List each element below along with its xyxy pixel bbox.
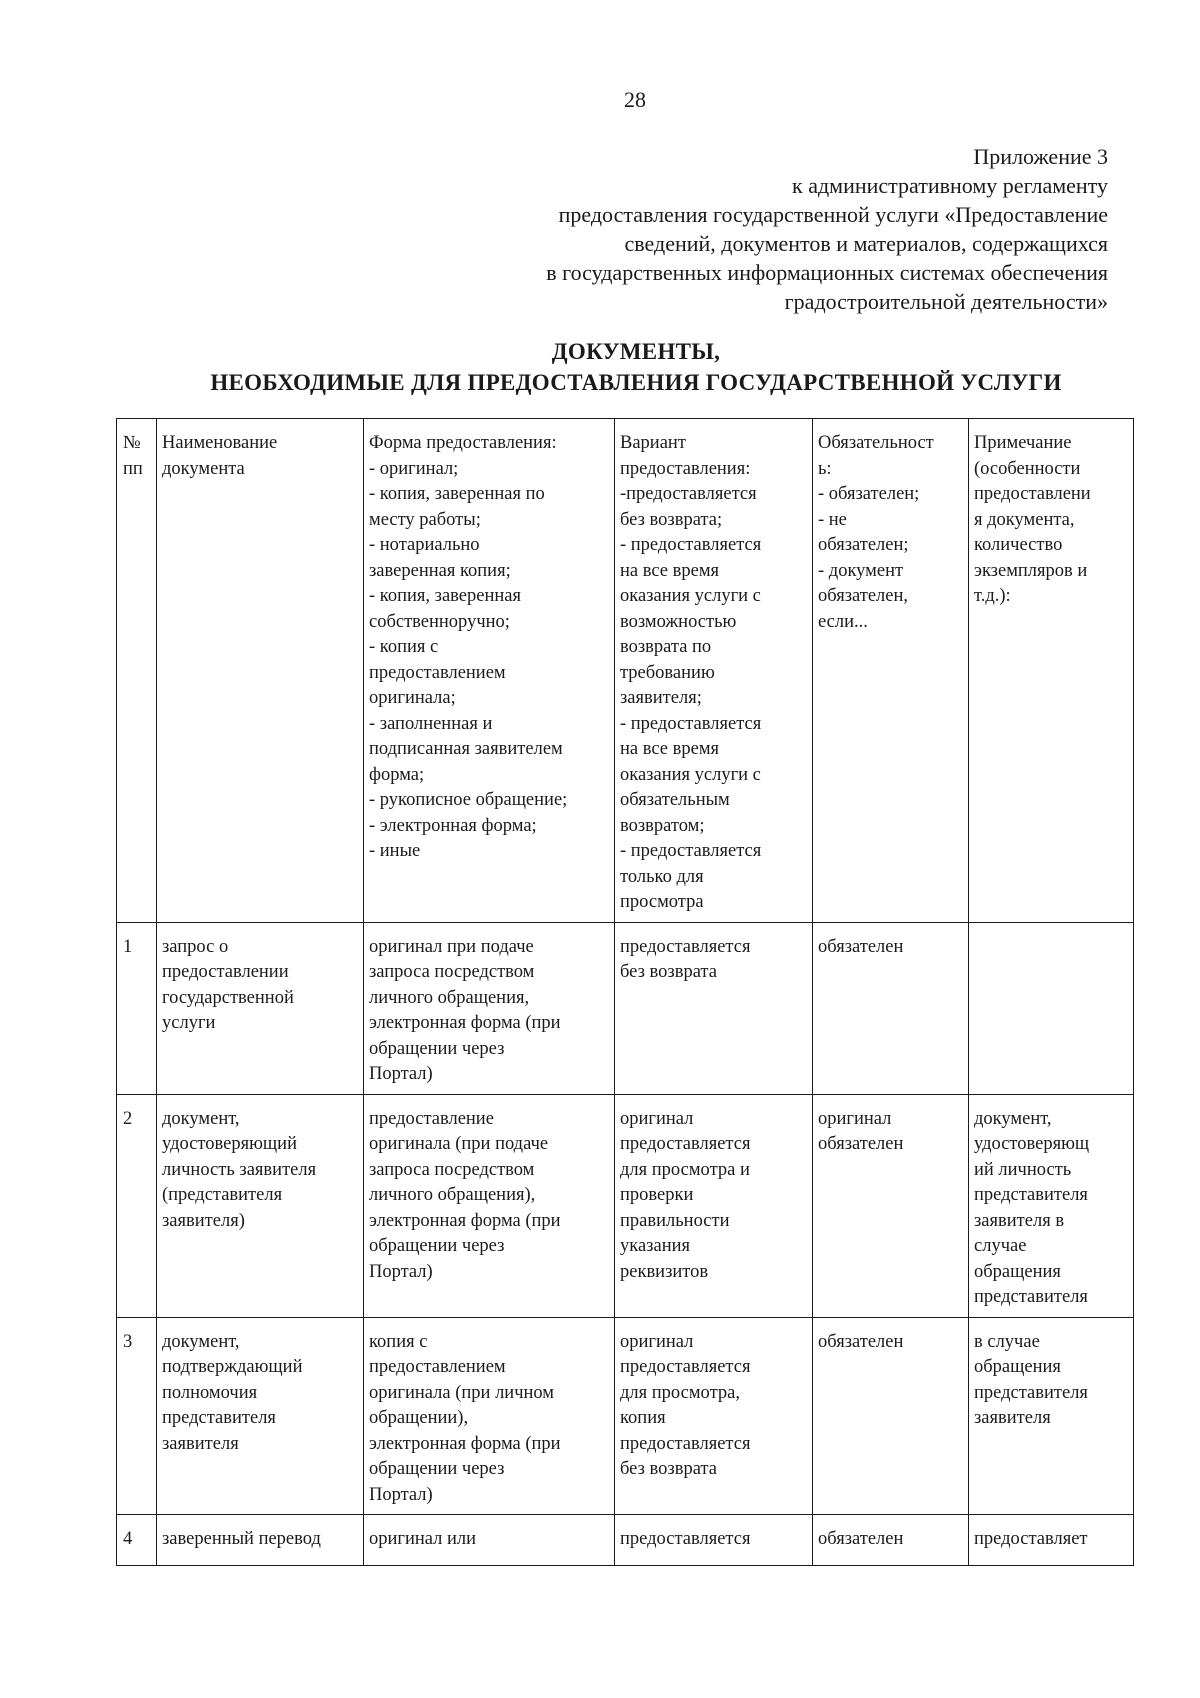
row-number: 1: [117, 922, 157, 1094]
row-note: предоставляет: [969, 1515, 1134, 1566]
table-header-row: [117, 419, 1134, 923]
page-number: 28: [624, 87, 646, 112]
appendix-line: градостроительной деятельности»: [784, 289, 1108, 314]
table-row: [117, 922, 1134, 1094]
row-variant: оригинал предоставляется для просмотра и проверки правильности указания реквизитов: [615, 1094, 813, 1317]
row-number: 3: [117, 1317, 157, 1515]
appendix-line: Приложение 3: [973, 144, 1108, 169]
table-row: [117, 1515, 1134, 1566]
table-row: [117, 1094, 1134, 1317]
header-cell-number: № пп: [117, 419, 157, 923]
row-note: документ, удостоверяющ ий личность представителя заявителя в случае обращения представителя: [969, 1094, 1134, 1317]
row-form: копия с предоставлением оригинала (при личном обращении), электронная форма (при обращении через Портал): [364, 1317, 615, 1515]
row-document-name: документ, подтверждающий полномочия представителя заявителя: [157, 1317, 364, 1515]
header-cell-variant: Вариант предоставления: -предоставляется без возврата; - предоставляется на все время оказания услуги с возможностью возврата по требованию заявителя; - предоставляется на все время оказания услуги с обязательным возвратом; - предоставляется только для просмотра: [615, 419, 813, 923]
row-form: предоставление оригинала (при подаче запроса посредством личного обращения), электронная форма (при обращении через Портал): [364, 1094, 615, 1317]
header-cell-note: Примечание (особенности предоставлени я документа, количество экземпляров и т.д.):: [969, 419, 1134, 923]
row-obligation: обязателен: [813, 1317, 969, 1515]
row-variant: предоставляется без возврата: [615, 922, 813, 1094]
header-cell-obligation: Обязательност ь: - обязателен; - не обязателен; - документ обязателен, если...: [813, 419, 969, 923]
row-form: оригинал или: [364, 1515, 615, 1566]
appendix-line: в государственных информационных системах обеспечения: [546, 260, 1108, 285]
row-number: 4: [117, 1515, 157, 1566]
header-cell-name: Наименование документа: [157, 419, 364, 923]
row-form: оригинал при подаче запроса посредством личного обращения, электронная форма (при обращении через Портал): [364, 922, 615, 1094]
title-line-1: ДОКУМЕНТЫ,: [551, 339, 721, 364]
row-number: 2: [117, 1094, 157, 1317]
row-obligation: обязателен: [813, 1515, 969, 1566]
document-title: [116, 336, 1156, 398]
appendix-line: к административному регламенту: [792, 173, 1108, 198]
header-cell-form: Форма предоставления: - оригинал; - копия, заверенная по месту работы; - нотариально заверенная копия; - копия, заверенная собственноручно; - копия с предоставлением оригинала; - заполненная и подписанная заявителем форма; - рукописное обращение; - электронная форма; - иные: [364, 419, 615, 923]
row-obligation: оригинал обязателен: [813, 1094, 969, 1317]
row-document-name: заверенный перевод: [157, 1515, 364, 1566]
row-obligation: обязателен: [813, 922, 969, 1094]
title-line-2: НЕОБХОДИМЫЕ ДЛЯ ПРЕДОСТАВЛЕНИЯ ГОСУДАРСТВЕННОЙ УСЛУГИ: [210, 370, 1062, 395]
row-note: в случае обращения представителя заявителя: [969, 1317, 1134, 1515]
row-document-name: запрос о предоставлении государственной услуги: [157, 922, 364, 1094]
row-variant: предоставляется: [615, 1515, 813, 1566]
row-variant: оригинал предоставляется для просмотра, копия предоставляется без возврата: [615, 1317, 813, 1515]
row-note: [969, 922, 1134, 1094]
appendix-line: сведений, документов и материалов, содержащихся: [624, 231, 1108, 256]
appendix-line: предоставления государственной услуги «Предоставление: [558, 202, 1108, 227]
row-document-name: документ, удостоверяющий личность заявителя (представителя заявителя): [157, 1094, 364, 1317]
table-row: [117, 1317, 1134, 1515]
documents-table: [116, 418, 1134, 1566]
appendix-header: [348, 142, 1108, 316]
